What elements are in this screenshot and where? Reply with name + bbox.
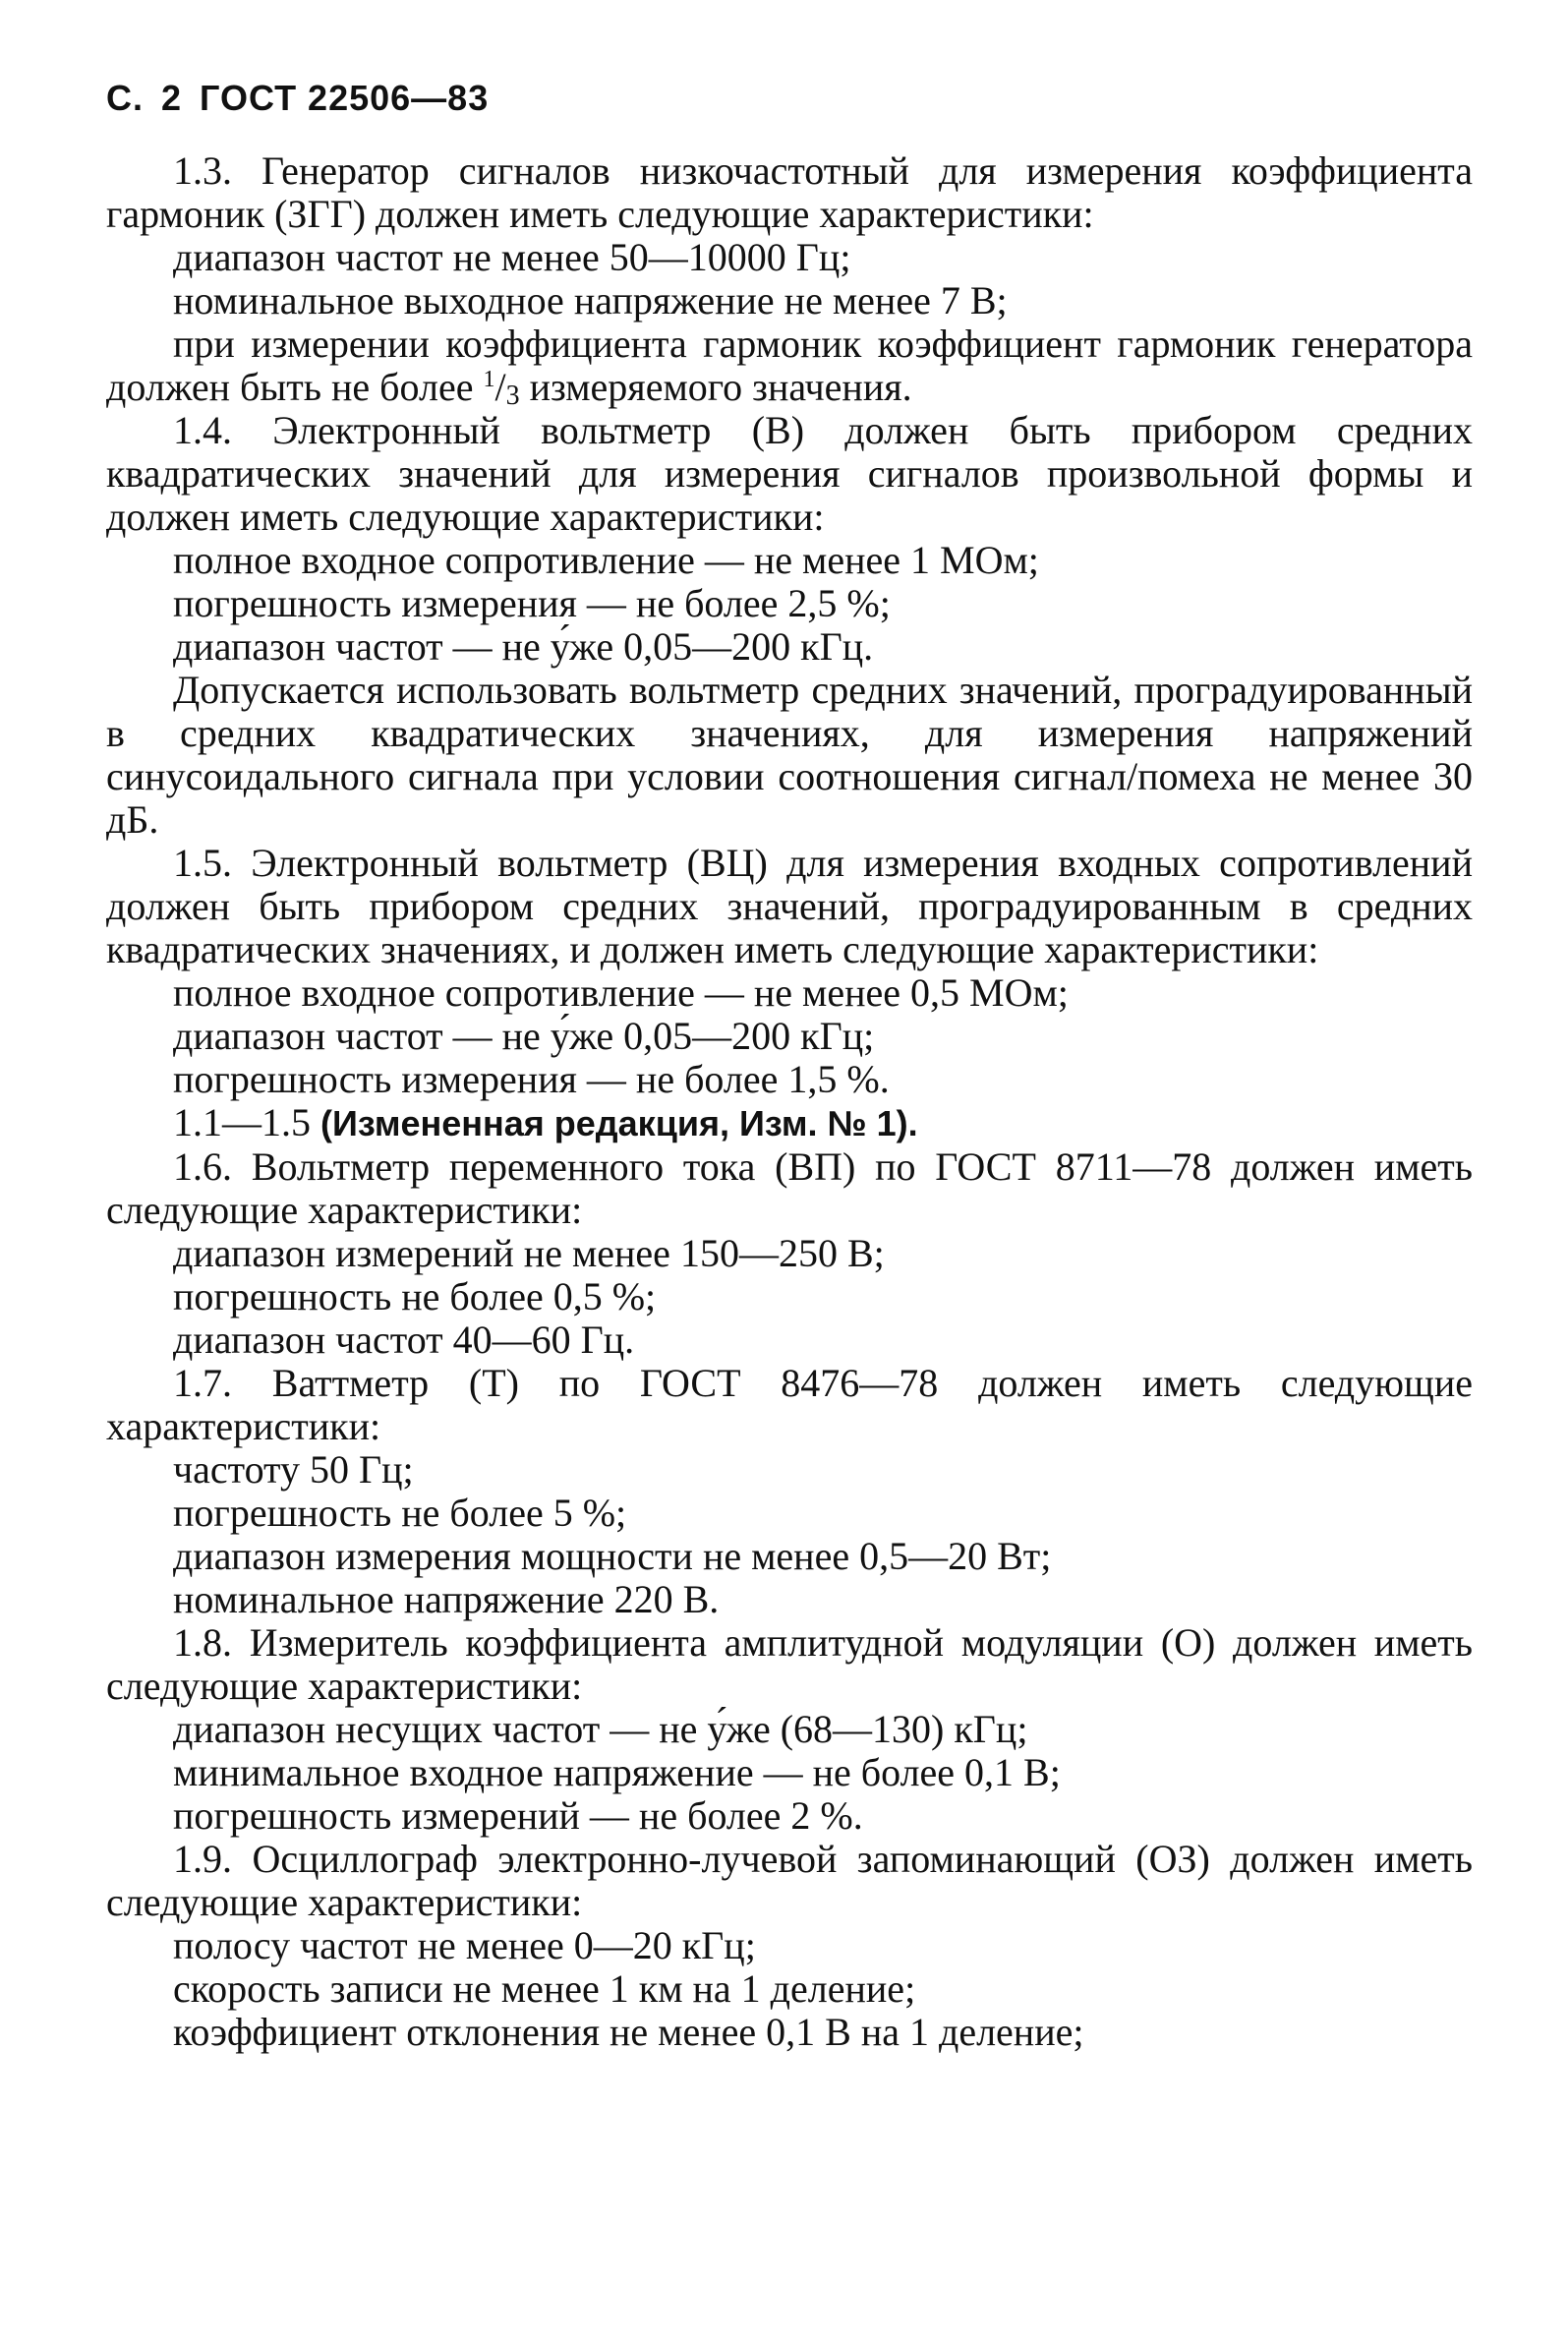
page-prefix: С. <box>106 78 144 118</box>
section-1-6-item: погрешность не более 0,5 %; <box>173 1274 657 1318</box>
section-1-3-tail-end: измеряемого значения. <box>529 365 912 409</box>
section-1-4-item: диапазон частот — не у́же 0,05—200 кГц. <box>173 624 874 669</box>
document-page <box>106 77 1473 2054</box>
section-1-9-intro: 1.9. Осциллограф электронно-лучевой запоминающий (ОЗ) должен иметь следующие характеристики: <box>106 1837 1473 1924</box>
section-1-3-tail-start: при измерении коэффициента гармоник коэффициент гармоник генератора должен быть не более <box>106 322 1473 409</box>
page-header <box>106 77 1473 120</box>
section-1-6-item: диапазон измерений не менее 150—250 В; <box>173 1231 885 1275</box>
section-1-3-intro: 1.3. Генератор сигналов низкочастотный для измерения коэффициента гармоник (ЗГГ) должен иметь следующие характеристики: <box>106 148 1473 236</box>
section-1-8-item: минимальное входное напряжение — не более 0,1 В; <box>173 1750 1061 1794</box>
fraction-denominator: 3 <box>505 381 520 411</box>
standard-id: ГОСТ 22506—83 <box>200 78 490 118</box>
section-1-9-item: коэффициент отклонения не менее 0,1 В на 1 деление; <box>173 2010 1084 2054</box>
section-1-3-item: диапазон частот не менее 50—10000 Гц; <box>173 235 851 279</box>
section-1-8-intro: 1.8. Измеритель коэффициента амплитудной модуляции (О) должен иметь следующие характеристики: <box>106 1620 1473 1708</box>
page-number: 2 <box>161 78 183 118</box>
section-1-6-item: диапазон частот 40—60 Гц. <box>173 1318 635 1362</box>
fraction-slash: / <box>494 365 506 409</box>
section-1-5-item: погрешность измерения — не более 1,5 %. <box>173 1057 890 1101</box>
section-1-8-item: погрешность измерений — не более 2 %. <box>173 1793 863 1838</box>
fraction-numerator: 1 <box>483 367 495 392</box>
section-1-4-note: Допускается использовать вольтметр средних значений, проградуированный в средних квадратических значениях, для измерения напряжений синусоидального сигнала при условии соотношения сигнал/помеха не менее 30 дБ. <box>106 668 1473 842</box>
section-1-3-item: номинальное выходное напряжение не менее 7 В; <box>173 278 1008 322</box>
section-1-7-item: номинальное напряжение 220 В. <box>173 1577 720 1621</box>
section-1-5-intro: 1.5. Электронный вольтметр (ВЦ) для измерения входных сопротивлений должен быть прибором средних значений, проградуированным в средних квадратических значениях, и должен иметь следующие характеристики: <box>106 841 1473 971</box>
section-1-7-item: диапазон измерения мощности не менее 0,5—20 Вт; <box>173 1534 1052 1578</box>
section-1-3-tail <box>106 322 1473 409</box>
amendment-note <box>106 1101 1473 1145</box>
section-1-5-item: полное входное сопротивление — не менее 0,5 МОм; <box>173 970 1069 1015</box>
section-1-9-item: скорость записи не менее 1 км на 1 деление; <box>173 1966 916 2011</box>
section-1-4-intro: 1.4. Электронный вольтметр (В) должен быть прибором средних квадратических значений для измерения сигналов произвольной формы и должен иметь следующие характеристики: <box>106 408 1473 539</box>
section-1-4-item: погрешность измерения — не более 2,5 %; <box>173 581 891 625</box>
section-1-5-item: диапазон частот — не у́же 0,05—200 кГц; <box>173 1014 875 1058</box>
amendment-range: 1.1—1.5 <box>173 1100 311 1144</box>
section-1-6-intro: 1.6. Вольтметр переменного тока (ВП) по ГОСТ 8711—78 должен иметь следующие характеристики: <box>106 1144 1473 1232</box>
section-1-8-item: диапазон несущих частот — не у́же (68—130) кГц; <box>173 1707 1028 1751</box>
section-1-7-item: погрешность не более 5 %; <box>173 1491 627 1535</box>
section-1-7-item: частоту 50 Гц; <box>173 1447 414 1492</box>
section-1-7-intro: 1.7. Ваттметр (Т) по ГОСТ 8476—78 должен иметь следующие характеристики: <box>106 1361 1473 1448</box>
section-1-4-item: полное входное сопротивление — не менее 1 МОм; <box>173 538 1039 582</box>
amendment-text: (Измененная редакция, Изм. № 1). <box>320 1103 918 1143</box>
section-1-9-item: полосу частот не менее 0—20 кГц; <box>173 1923 756 1967</box>
